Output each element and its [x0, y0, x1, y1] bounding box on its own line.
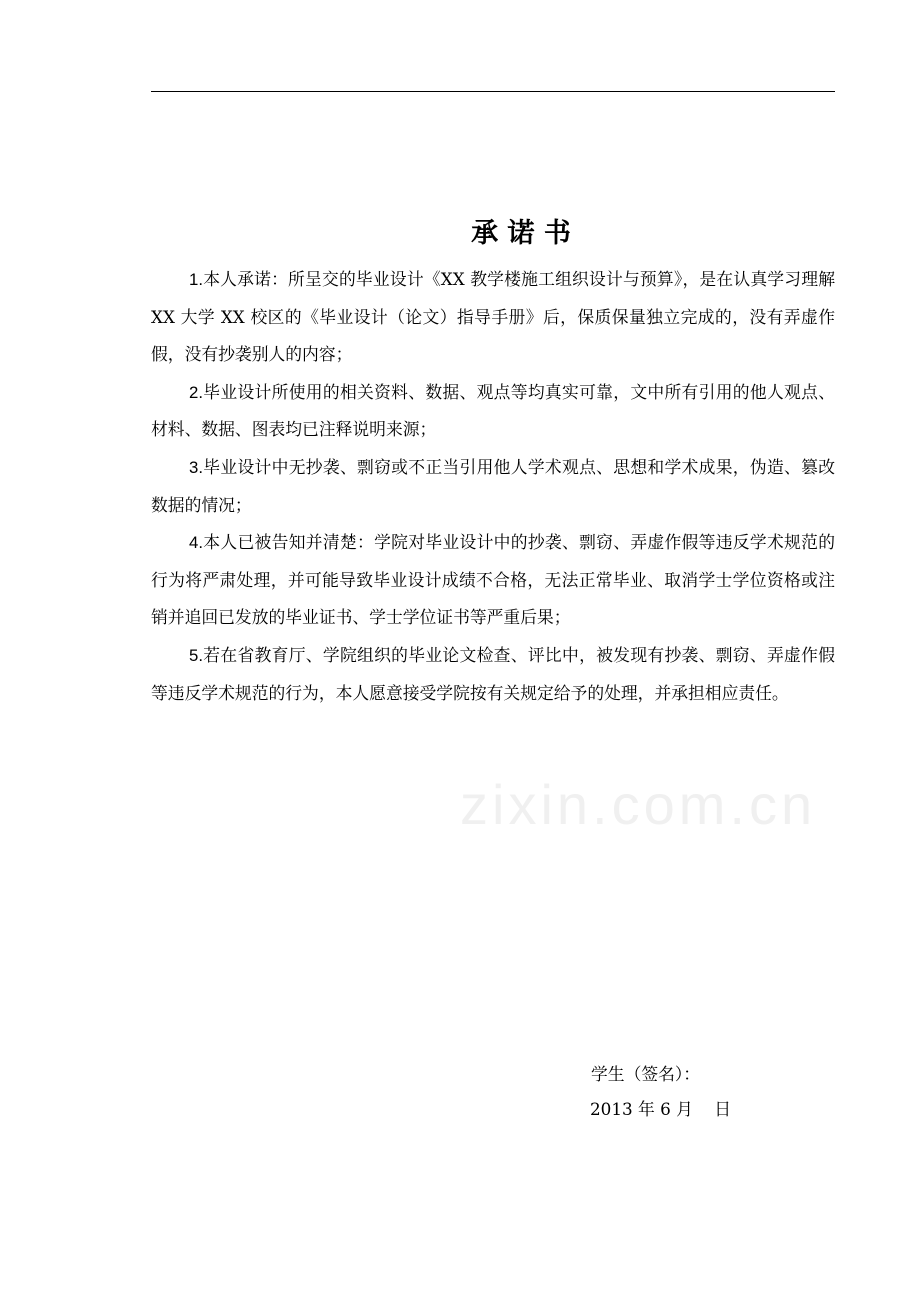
item-text: 本人已被告知并清楚：学院对毕业设计中的抄袭、剽窃、弄虚作假等违反学术规范的行为将严肃处理，并可能导致毕业设计成绩不合格，无法正常毕业、取消学士学位资格或注销并追回已发放的毕业证书、学士学位证书等严重后果；: [151, 532, 835, 628]
page-title: [0, 212, 920, 256]
pledge-item-1: [151, 261, 835, 374]
pledge-item-3: [151, 449, 835, 524]
date-line: 2013 年 6 月 日: [590, 1099, 732, 1119]
item-number: 1.: [189, 270, 203, 289]
item-number: 5.: [189, 645, 203, 665]
student-signature-label: 学生（签名）：: [591, 1064, 701, 1084]
watermark: zixin.com.cn: [460, 773, 817, 836]
pledge-item-5: [151, 637, 835, 712]
header-rule: [151, 91, 835, 92]
item-text: 本人承诺：所呈交的毕业设计《XX 教学楼施工组织设计与预算》，是在认真学习理解 XX 大学 XX 校区的《毕业设计（论文）指导手册》后，保质保量独立完成的，没有弄虚作假，没有抄袭别人的内容；: [151, 269, 835, 365]
title-text: 承 诺 书: [471, 218, 571, 249]
pledge-item-2: [151, 374, 835, 449]
item-text: 毕业设计所使用的相关资料、数据、观点等均真实可靠，文中所有引用的他人观点、材料、数据、图表均已注释说明来源；: [151, 381, 835, 440]
item-text: 若在省教育厅、学院组织的毕业论文检查、评比中，被发现有抄袭、剽窃、弄虚作假等违反学术规范的行为，本人愿意接受学院按有关规定给予的处理，并承担相应责任。: [151, 644, 835, 703]
pledge-item-4: [151, 524, 835, 637]
item-number: 3.: [189, 457, 203, 477]
pledge-body: [151, 261, 835, 712]
item-number: 2.: [189, 382, 203, 402]
item-number: 4.: [189, 533, 203, 553]
item-text: 毕业设计中无抄袭、剽窃或不正当引用他人学术观点、思想和学术成果，伪造、篡改数据的情况；: [151, 456, 835, 515]
